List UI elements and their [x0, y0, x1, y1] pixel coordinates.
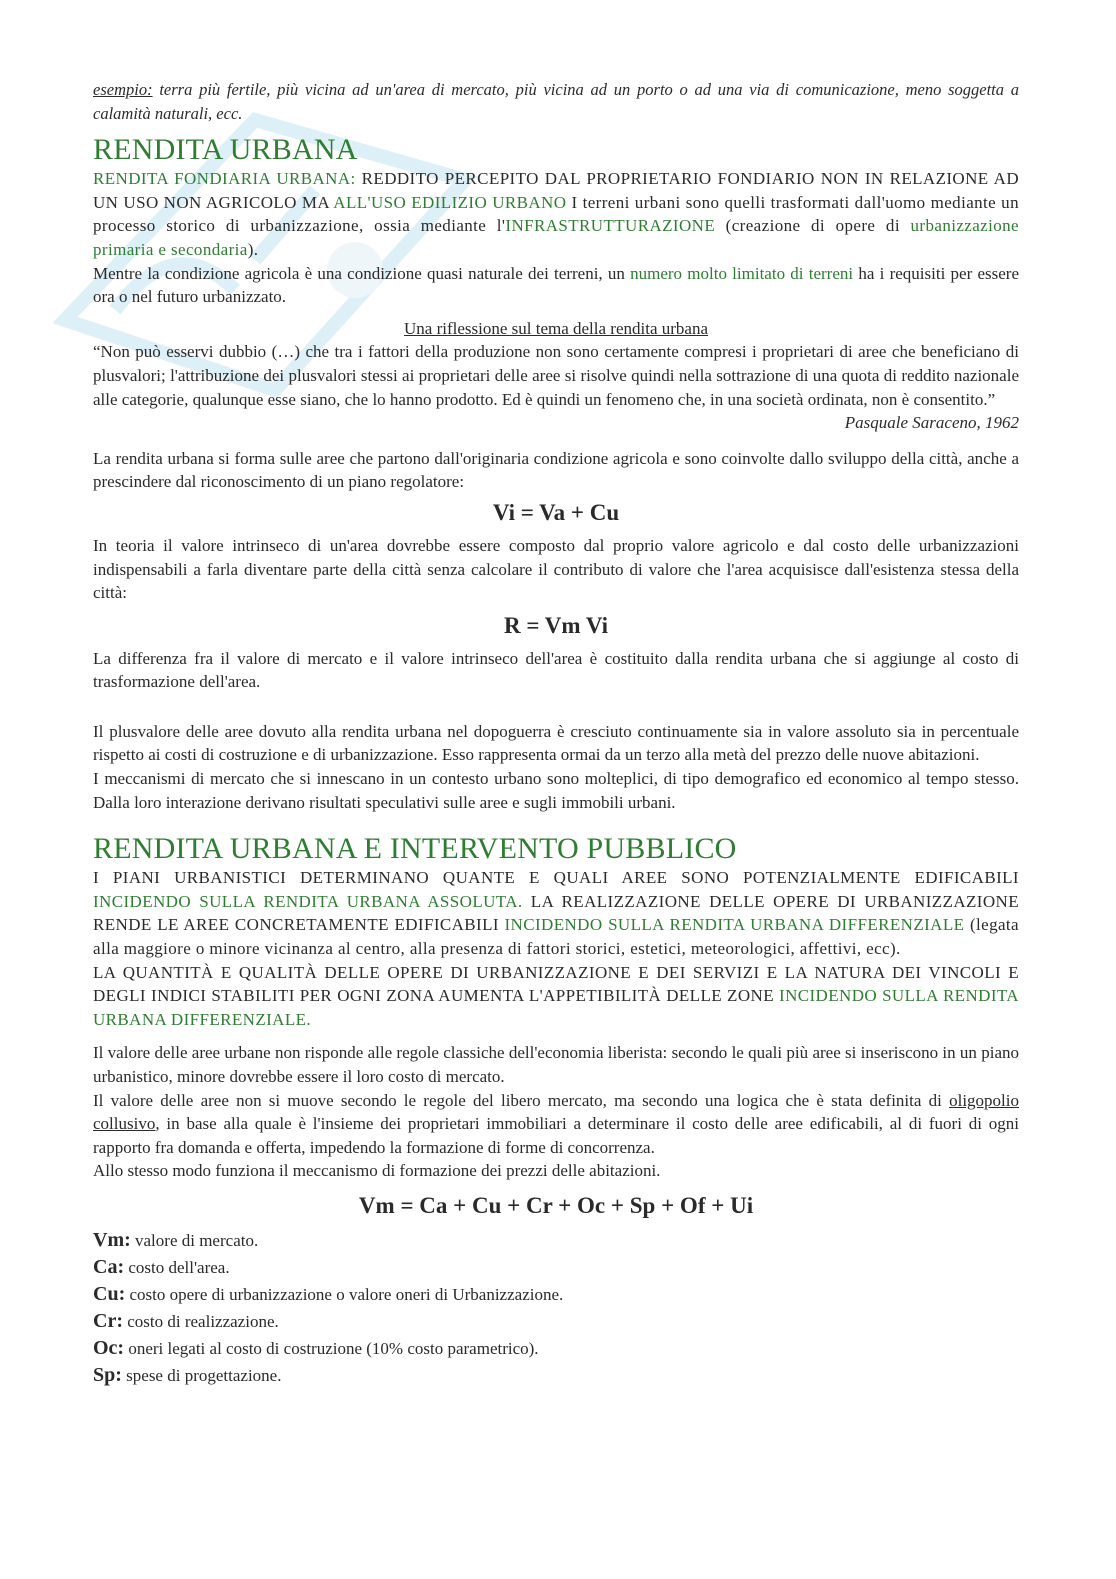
definition-item [93, 1362, 1019, 1389]
paragraph-piani-urbanistici: I PIANI URBANISTICI DETERMINANO QUANTE E QUALI AREE SONO POTENZIALMENTE EDIFICABILI INCIDENDO SULLA RENDITA URBANA ASSOLUTA. LA REALIZZAZIONE DELLE OPERE DI URBANIZZAZIONE RENDE LE AREE CONCRETAMENTE EDIFICABILI INCIDENDO SULLA RENDITA URBANA DIFFERENZIALE (legata alla maggiore o minore vicinanza al centro, alla presenza di fattori storici, estetici, meteorologici, affettivi, ecc). [93, 868, 1020, 959]
formula-vm: Vm = Ca + Cu + Cr + Oc + Sp + Of + Ui [358, 1192, 754, 1218]
definition-item [93, 1335, 1019, 1362]
paragraph-condizione-agricola: Mentre la condizione agricola è una condizione quasi naturale dei terreni, un numero molto limitato di terreni ha i requisiti per essere ora o nel futuro urbanizzato. [93, 263, 1019, 307]
quote-author: Pasquale Saraceno, 1962 [844, 413, 1019, 433]
section-title-intervento-pubblico: RENDITA URBANA E INTERVENTO PUBBLICO [93, 832, 737, 866]
paragraph-valore-intrinseco: In teoria il valore intrinseco di un'area dovrebbe essere composto dal proprio valore agricolo e dal costo delle urbanizzazioni indispensabili a farla diventare parte della città senza calcolare il contributo di valore che l'area acquisisce dall'esistenza stessa della città: [93, 535, 1019, 603]
section-title-rendita-urbana: RENDITA URBANA [93, 133, 358, 167]
paragraph-meccanismi: I meccanismi di mercato che si innescano in un contesto urbano sono molteplici, di tipo demografico ed economico al tempo stesso. Dalla loro interazione derivano risultati speculativi sulle aree e sugli immobili urbani. [93, 769, 1019, 812]
definition-description: spese di progettazione. [121, 1365, 282, 1385]
definition-term: Oc: [93, 1336, 125, 1359]
formula-r: R = Vm Vi [503, 612, 609, 638]
quote-text: “Non può esservi dubbio (…) che tra i fattori della produzione non sono certamente compresi i proprietari di aree che beneficiano di plusvalori; l'attribuzione dei plusvalori stessi ai proprietari delle aree si risolve quindi nella sottrazione di una quota di reddito nazionale alle categorie, qualunque esse siano, che lo hanno prodotto. Ed è quindi un fenomeno che, in una società ordinata, non è consentito.” [93, 342, 1019, 409]
definition-paragraph: RENDITA FONDIARIA URBANA: REDDITO PERCEPITO DAL PROPRIETARIO FONDIARIO NON IN RELAZIONE AD UN USO NON AGRICOLO MA ALL'USO EDILIZIO URBANO I terreni urbani sono quelli trasformati dall'uomo mediante un processo storico di urbanizzazione, ossia mediante l'INFRASTRUTTURAZIONE (creazione di opere di urbanizzazione primaria e secondaria). [93, 169, 1019, 259]
paragraph-prezzi-abitazioni: Allo stesso modo funziona il meccanismo di formazione dei prezzi delle abitazioni. [93, 1161, 661, 1181]
definition-item [93, 1281, 1019, 1308]
paragraph-differenza: La differenza fra il valore di mercato e il valore intrinseco dell'area è costituito dalla rendita urbana che si aggiunge al costo di trasformazione dell'area. [93, 648, 1019, 692]
formula-vi: Vi = Va + Cu [492, 499, 620, 525]
definition-term: Cu: [93, 1282, 126, 1305]
paragraph-valore-aree: Il valore delle aree urbane non risponde alle regole classiche dell'economia liberista: secondo le quali più aree si inseriscono in un piano urbanistico, minore dovrebbe essere il loro costo di mercato. [93, 1043, 1019, 1086]
intro-paragraph [93, 78, 1019, 125]
intro-text: terra più fertile, più vicina ad un'area di mercato, più vicina ad un porto o ad una via di comunicazione, meno soggetta a calamità naturali, ecc. [93, 80, 1019, 123]
definition-description: costo opere di urbanizzazione o valore oneri di Urbanizzazione. [125, 1284, 564, 1304]
definition-item [93, 1254, 1019, 1281]
intro-label: esempio: [93, 80, 153, 99]
definition-description: valore di mercato. [130, 1230, 259, 1250]
paragraph-quantita-qualita: LA QUANTITÀ E QUALITÀ DELLE OPERE DI URBANIZZAZIONE E DEI SERVIZI E LA NATURA DEI VINCOLI E DEGLI INDICI STABILITI PER OGNI ZONA AUMENTA L'APPETIBILITÀ DELLE ZONE INCIDENDO SULLA RENDITA URBANA DIFFERENZIALE. [93, 962, 1019, 1029]
definition-term: Sp: [93, 1363, 122, 1386]
definition-description: oneri legati al costo di costruzione (10% costo parametrico). [124, 1338, 539, 1358]
paragraph-oligopolio: Il valore delle aree non si muove secondo le regole del libero mercato, ma secondo una logica che è stata definita di oligopolio collusivo, in base alla quale è l'insieme dei proprietari immobiliari a determinare il costo delle aree edificabili, al di fuori di ogni rapporto fra domanda e offerta, impedendo la formazione di forme di concorrenza. [93, 1090, 1019, 1157]
definition-description: costo dell'area. [124, 1257, 230, 1277]
definition-term: Ca: [93, 1255, 125, 1278]
definition-description: costo di realizzazione. [122, 1311, 279, 1331]
paragraph-formazione-rendita: La rendita urbana si forma sulle aree che partono dall'originaria condizione agricola e sono coinvolte dallo sviluppo della città, anche a prescindere dal riconoscimento di un piano regolatore: [93, 448, 1019, 492]
definition-item [93, 1308, 1019, 1335]
definition-term: Cr: [93, 1309, 123, 1332]
definition-item [93, 1227, 1019, 1254]
definition-term: Vm: [93, 1228, 131, 1251]
paragraph-plusvalore: Il plusvalore delle aree dovuto alla rendita urbana nel dopoguerra è cresciuto continuamente sia in valore assoluto sia in percentuale rispetto ai costi di costruzione e di urbanizzazione. Esso rappresenta ormai da un terzo alla metà del prezzo delle nuove abitazioni. [93, 721, 1019, 765]
definitions-list [93, 1227, 1019, 1389]
quote-title: Una riflessione sul tema della rendita urbana [404, 318, 708, 338]
